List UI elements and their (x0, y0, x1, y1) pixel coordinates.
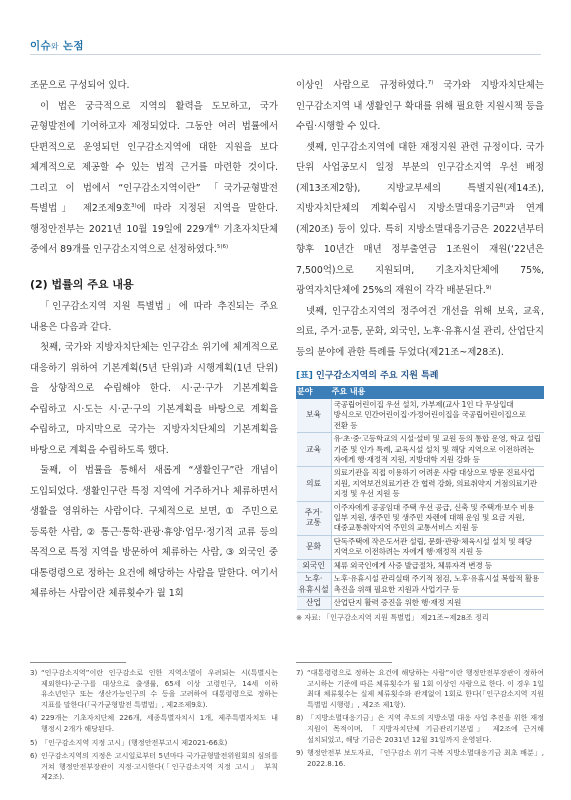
table-cell-area: 문화 (297, 535, 332, 559)
paragraph: 조문으로 구성되어 있다. (30, 80, 130, 91)
page-header (0, 0, 571, 60)
table-row (297, 467, 544, 501)
table-cell-desc: 단독주택에 작은도서관 설립, 문화·관광·체육시설 설치 및 해당 지역으로 이전하려는 자에게 행·재정적 지원 등 (331, 535, 543, 559)
table-caption: [표] 인구감소지역의 주요 지원 특례 (296, 371, 439, 381)
table-cell-desc: 의료기관을 직접 이용하기 어려운 사람 대상으로 방문 진료사업 지원, 지역보건의료기관 간 협력 강화, 의료취약지 거점의료기관 지정 및 우선 지원 등 (331, 467, 543, 501)
footnote: 9) 행정안전부 보도자료, 「인구감소 위기 극복 지방소멸대응기금 최초 배분」, 2022.8.16. (296, 748, 544, 768)
paragraph: 둘째, 이 법률을 통해서 새롭게 “생활인구”란 개념이 도입되었다. 생활인구란 특정 지역에 거주하거나 체류하면서 생활을 영위하는 사람이다. 구체적으로 보면, ① 주민으로 등록한 사람, ② 통근·통학·관광·휴양·업무·정기적 교류 등의 목적으로 특정 지역을 방문하여 체류하는 사람, ③ 외국인 중 대통령령으로 정하는 요건에 해당하는 사람을 말한다. 여기서 체류하는 사람이란 체류횟수가 월 1회 (30, 465, 278, 599)
table-cell-desc: 유·초·중·고등학교의 시설·설비 및 교원 등의 통합 운영, 학교 설립 기준 및 인가 특례, 교육시설 설치 및 해당 지역으로 이전하려는 자에게 행·재정적 지원, 지방대학 지원 강화 등 (331, 433, 543, 467)
table-row (297, 573, 544, 597)
footnote: 7) “대통령령으로 정하는 요건에 해당하는 사람”이란 행정안전부장관이 정하여 고시하는 기준에 따른 체류횟수가 월 1회 이상인 사람으로 한다. 이 경우 1일 최대 체류횟수는 실제 체류횟수와 관계없이 1회로 한다(「인구감소지역 지원 특별법 시행령」, 제2조 제1항). (296, 668, 544, 709)
paragraph: 셋째, 인구감소지역에 대한 재정지원 관련 규정이다. 국가 단위 사업공모시 일정 부분의 인구감소지역 우선 배정(제13조제2항), 지방교부세의 특별지원(제14조), 지방자치단체의 계획수립시 지방소멸대응기금$^{8)}$과 연계(제20조) 등이 있다. 특히 지방소멸대응기금은 2022년부터 향후 10년간 매년 정부출연금 1조원이 재원(‘22년은 7,500억)으로 지원되며, 기초자치단체에 75%, 광역자치단체에 25%의 재원이 각각 배분된다.$^{9)}$ (296, 141, 544, 296)
footnote: 4) 229개는 기초자치단체 226개, 세종특별자치시 1개, 제주특별자치도 내 행정시 2개가 해당된다. (30, 713, 278, 733)
table-cell-area: 산업 (297, 596, 332, 609)
footnote-divider (30, 662, 126, 663)
table-cell-area: 교육 (297, 433, 332, 467)
table-row (297, 535, 544, 559)
footnote-ref: 4) (213, 223, 220, 230)
table-row (297, 559, 544, 572)
table-source: ※ 자료: 「인구감소지역 지원 특별법」 제21조~제28조 정리 (296, 613, 489, 623)
table-cell-area: 외국인 (297, 559, 332, 572)
header-divider (30, 54, 541, 55)
table-cell-desc: 산업단지 활력 증진을 위한 행·재정 지원 (331, 596, 543, 609)
table-cell-area: 노후·유휴시설 (297, 573, 332, 597)
section-title: 이슈와 논점 (30, 40, 84, 52)
paragraph: 이 법은 궁극적으로 지역의 활력을 도모하고, 국가 균형발전에 기여하고자 제정되었다. 그동안 여러 법률에서 단편적으로 운영되던 인구감소지역에 대한 지원을 보다 체계적으로 제공할 수 있는 법적 근거를 마련한 것이다. 그리고 이 법에서 “인구감소지역이란” 「국가균형발전 특별법」 제2조제9호$^{3)}$에 따라 지정된 지역을 말한다. 행정안전부는 2021년 10월 19일에 229개$^{4)}$ 기초자치단체 중에서 89개를 인구감소지역으로 선정하였다.$^{5)6)}$ (30, 100, 278, 255)
footnote-ref: 7) (427, 79, 434, 86)
footnote-ref: 8) (499, 202, 506, 209)
table-cell-desc: 노후·유휴시설 관리실태 주기적 점검, 노후·유휴시설 복합적 활용 촉진을 위해 필요한 지원과 사업기구 등 (331, 573, 543, 597)
table-cell-area: 의료 (297, 467, 332, 501)
table-header-area: 분야 (297, 387, 332, 399)
footnote: 6) 인구감소지역의 지정은 고시일로부터 5년마다 국가균형발전위원회의 심의를 거쳐 행정안전부장관이 지정·고시한다(「인구감소지역 지정 고시」 부칙 제2조). (30, 751, 278, 782)
footnote-divider (296, 662, 392, 663)
table-cell-area: 주거·교통 (297, 501, 332, 535)
table-cell-desc: 국공립어린이집 우선 설치, 가부제(교사 1인 다 무상입대 방식으로 민간어린이집·가정어린이집을 국공립어린이집으로 전환 등 (331, 399, 543, 433)
section-heading: (2) 법률의 주요 내용 (30, 277, 134, 291)
paragraph: 「인구감소지역 지원 특별법」에 따라 추진되는 주요 내용은 다음과 같다. (30, 301, 278, 333)
footnote: 5) 「인구감소지역 지정 고시」(행정안전부고시 제2021-66호) (30, 737, 228, 747)
special-provisions-table (296, 386, 544, 610)
table-row (297, 596, 544, 609)
footnote: 3) “인구감소지역”이란 인구감소로 인한 지역소멸이 우려되는 시(특별시는 제외한다)·군·구를 대상으로 출생률, 65세 이상 고령인구, 14세 이하 유소년인구 또는 생산가능인구의 수 등을 고려하여 대통령령으로 정하는 지표를 말한다(「국가균형발전 특별법」, 제2조제9호). (30, 668, 278, 709)
table-cell-desc: 이주자에게 공공임대 주택 우선 공급, 신축 및 주택개·보수 비용 일부 지원, 생주민 및 생주민 자렌에 대해 운임 및 요금 지원, 대중교통취약지역 주민의 교통서비스 지원 등 (331, 501, 543, 535)
right-column (296, 76, 544, 623)
table-row (297, 399, 544, 433)
table-header-content: 주요 내용 (331, 387, 543, 399)
footnote-ref: 9) (485, 284, 492, 291)
table-row (297, 433, 544, 467)
table-cell-desc: 체류 외국인에게 사증 발급절차, 체류자격 변경 등 (331, 559, 543, 572)
footnotes-right (296, 668, 544, 772)
footnote-ref: 5)6) (216, 243, 229, 250)
paragraph: 이상인 사람으로 규정하였다.$^{7)}$ 국가와 지방자치단체는 인구감소지역 내 생활인구 확대를 위해 필요한 지원시책 등을 수립·시행할 수 있다. (296, 79, 544, 132)
paragraph: 넷째, 인구감소지역의 정주여건 개선을 위해 보육, 교육, 의료, 주거·교통, 문화, 외국인, 노후·유휴시설 관리, 산업단지 등의 분야에 관한 특례를 두었다(제21조~제28조). (296, 305, 544, 358)
paragraph: 첫째, 국가와 지방자치단체는 인구감소 위기에 체계적으로 대응하기 위하여 기본계획(5년 단위)과 시행계획(1년 단위)을 상향적으로 수립해야 한다. 시·군·구가 기본계획을 수립하고 시·도는 시·군·구의 기본계획을 바탕으로 계획을 수립하고, 마지막으로 국가는 지방자치단체의 기본계획을 바탕으로 계획을 수립하도록 했다. (30, 342, 278, 456)
footnotes-left (30, 668, 278, 786)
left-column (30, 76, 278, 605)
footnote: 8) 「지방소멸대응기금」은 지역 주도의 지방소멸 대응 사업 추진을 위한 재정 지원이 목적이며, 「지방자치단체 기금관리기본법」 제2조에 근거해 설치되었고, 해당 기금은 2031년 12월 31일까지 운영된다. (296, 713, 544, 744)
footnote-ref: 3) (131, 202, 137, 209)
table-cell-area: 보육 (297, 399, 332, 433)
table-row (297, 501, 544, 535)
